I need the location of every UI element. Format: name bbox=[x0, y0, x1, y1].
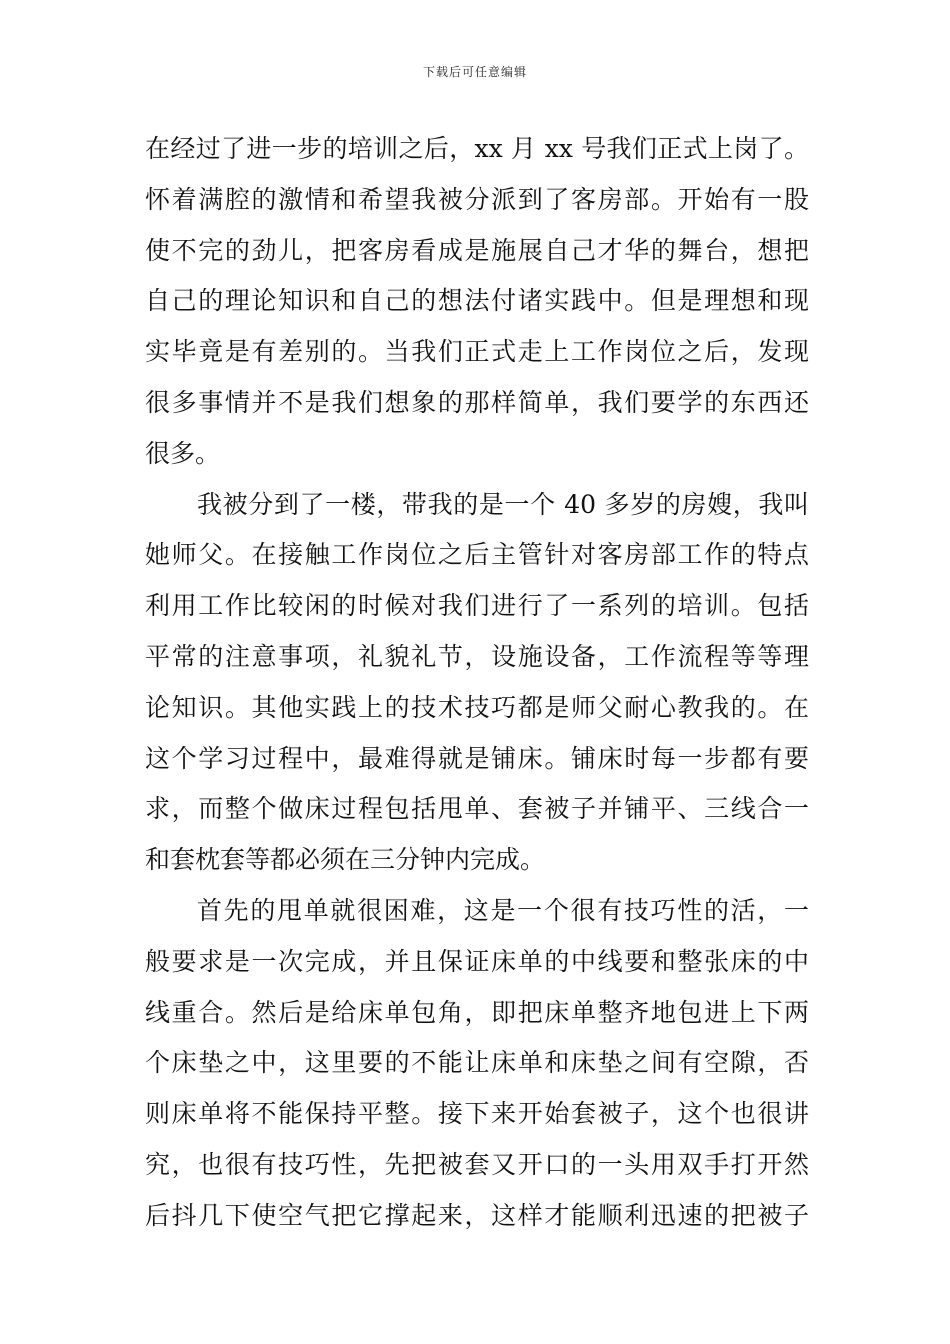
text-line: 般要求是一次完成，并且保证床单的中线要和整张床的中 bbox=[145, 946, 809, 976]
text-line: 利用工作比较闲的时候对我们进行了一系列的培训。包括 bbox=[145, 591, 809, 621]
text-line: 线重合。然后是给床单包角，即把床单整齐地包进上下两 bbox=[145, 997, 809, 1027]
text-line: 我被分到了一楼，带我的是一个 40 多岁的房嫂，我叫 bbox=[197, 489, 809, 519]
text-line: 在经过了进一步的培训之后，xx 月 xx 号我们正式上岗了。 bbox=[145, 134, 809, 163]
document-body bbox=[145, 124, 809, 1242]
text-line: 首先的甩单就很困难，这是一个很有技巧性的活，一 bbox=[197, 895, 809, 925]
text-line: 实毕竟是有差别的。当我们正式走上工作岗位之后，发现 bbox=[145, 337, 809, 367]
text-line: 使不完的劲儿，把客房看成是施展自己才华的舞台，想把 bbox=[145, 235, 809, 265]
text-line: 则床单将不能保持平整。接下来开始套被子，这个也很讲 bbox=[145, 1099, 809, 1129]
text-line: 怀着满腔的激情和希望我被分派到了客房部。开始有一股 bbox=[145, 184, 809, 214]
text-line: 后抖几下使空气把它撑起来，这样才能顺利迅速的把被子 bbox=[145, 1200, 809, 1230]
text-line: 个床垫之中，这里要的不能让床单和床垫之间有空隙，否 bbox=[145, 1048, 809, 1078]
text-line: 论知识。其他实践上的技术技巧都是师父耐心教我的。在 bbox=[145, 692, 809, 722]
text-line: 自己的理论知识和自己的想法付诸实践中。但是理想和现 bbox=[145, 286, 809, 316]
page-header: 下载后可任意编辑 bbox=[422, 65, 527, 79]
paragraph-1 bbox=[145, 124, 809, 480]
text-line: 平常的注意事项，礼貌礼节，设施设备，工作流程等等理 bbox=[145, 641, 809, 671]
text-line: 这个学习过程中，最难得就是铺床。铺床时每一步都有要 bbox=[145, 743, 809, 773]
paragraph-3 bbox=[145, 886, 809, 1242]
text-line: 究，也很有技巧性，先把被套又开口的一头用双手打开然 bbox=[145, 1149, 809, 1179]
text-line: 很多。 bbox=[145, 438, 221, 468]
text-line: 她师父。在接触工作岗位之后主管针对客房部工作的特点 bbox=[145, 540, 809, 570]
text-line: 求，而整个做床过程包括甩单、套被子并铺平、三线合一 bbox=[145, 794, 809, 824]
text-line: 和套枕套等都必须在三分钟内完成。 bbox=[145, 845, 546, 875]
paragraph-2 bbox=[145, 480, 809, 886]
text-line: 很多事情并不是我们想象的那样简单，我们要学的东西还 bbox=[145, 387, 809, 417]
